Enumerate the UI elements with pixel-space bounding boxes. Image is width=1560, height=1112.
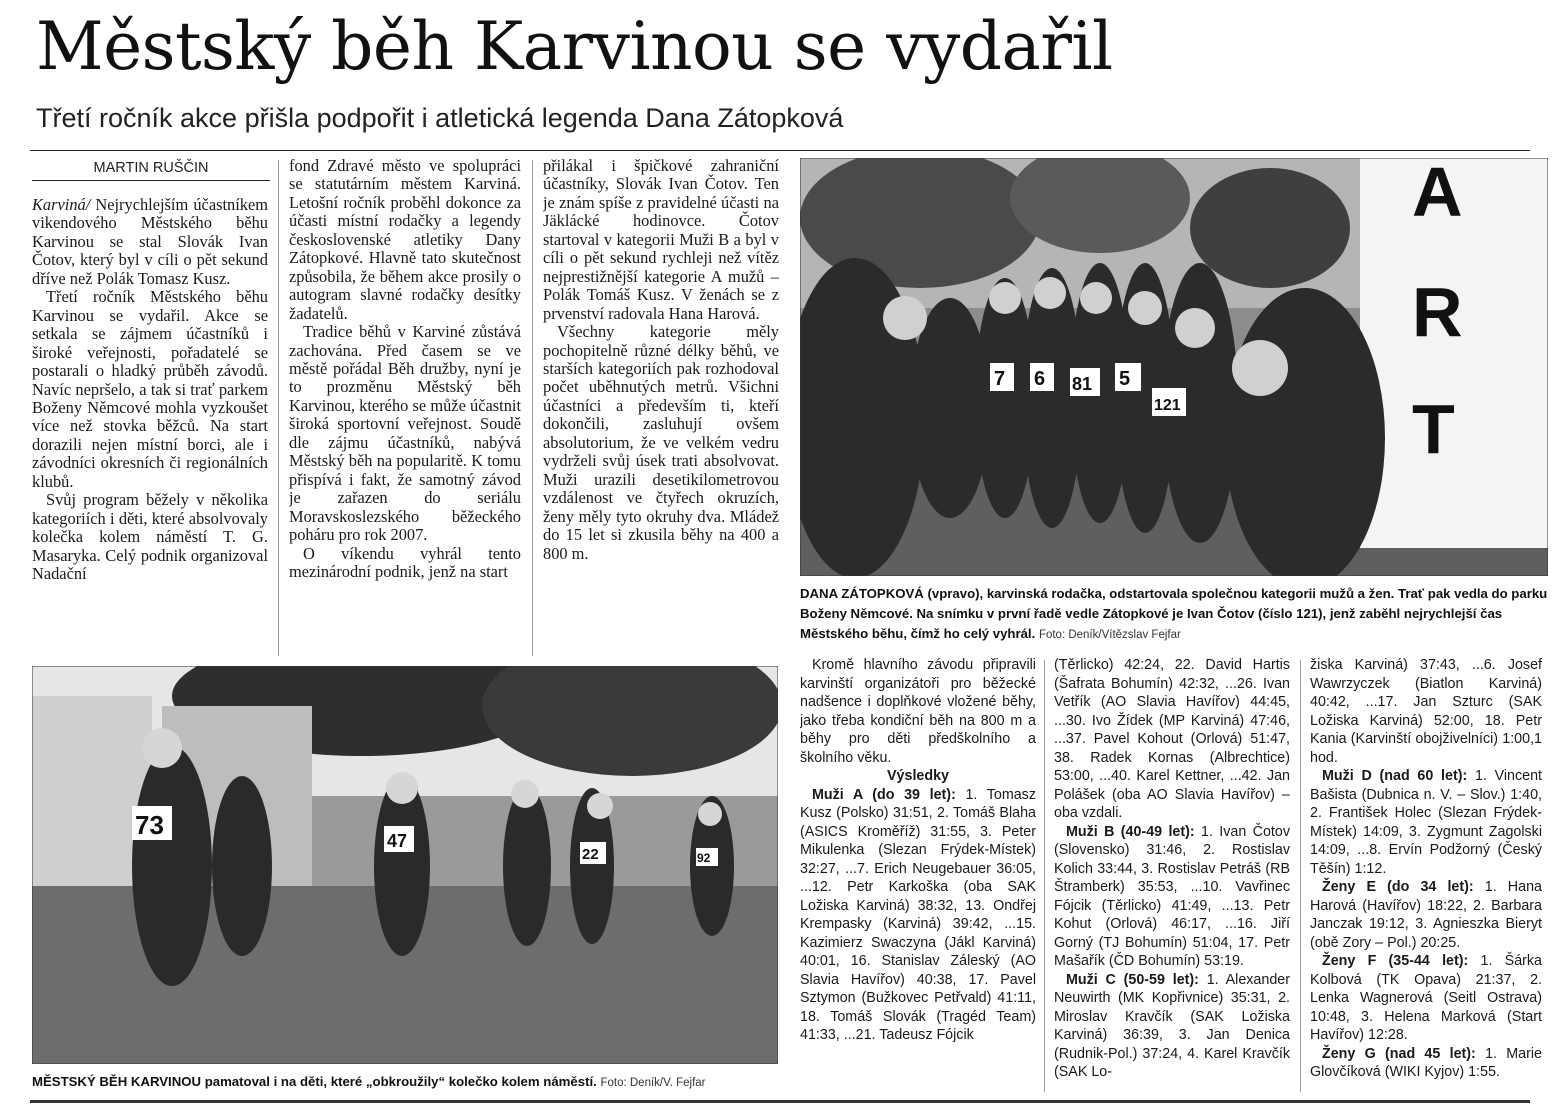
article-paragraph: Třetí ročník Městského běhu Karvinou se vydařil. Akce se setkala se zájmem účastníků i široké veřejnosti, pořadatelé se postarali o hladký průběh závodů. Navíc nepršelo, a tak si trať parkem Boženy Němcové mohla vyzkoušet více než stovka běžců. Na start dorazili nejen místní borci, ale i závodníci okresních či regionálních klubů.: [32, 287, 268, 491]
article-paragraph: fond Zdravé město ve spolupráci se statutárním městem Karviná. Letošní ročník proběhl dokonce za účasti místní rodačky a legendy československé atletiky Dany Zátopkové. Hlavně tato skutečnost způsobila, že během akce prosily o autogram slavné rodačky desítky žadatelů.: [289, 157, 521, 323]
footer-rule: [30, 1100, 1530, 1103]
photo-kids-race-image: [32, 666, 778, 1064]
photo-kids-race-caption: MĚSTSKÝ BĚH KARVINOU pamatoval i na děti, které „obkroužily“ kolečko kolem náměstí. Foto: Deník/V. Fejfar: [32, 1074, 706, 1089]
photo-race-start-caption: DANA ZÁTOPKOVÁ (vpravo), karvinská rodačka, odstartovala společnou kategorii mužů a žen. Trať pak vedla do parku Boženy Němcové. Na snímku v první řadě vedle Zátopkové je Ivan Čotov (číslo 121), jenž zaběhl nejrychlejší čas Městského běhu, čímž ho celý vyhrál. Foto: Deník/Vítězslav Fejfar: [800, 586, 1548, 641]
results-intro: Kromě hlavního závodu připravili karvinští organizátoři pro běžecké nadšence i doplňkové vložené běhy, jako třeba kondiční běh na 800 m a běhy pro děti předškolního a školního věku.: [800, 657, 1036, 766]
photo-race-start: [800, 158, 1548, 576]
photo-race-start-image: [800, 158, 1548, 576]
banner-letter: R: [1412, 273, 1463, 351]
subheadline: Třetí ročník akce přišla podpořit i atletická legenda Dana Zátopková: [36, 103, 844, 133]
column-divider: [1044, 660, 1045, 1092]
photo-credit: Foto: Deník/V. Fejfar: [600, 1077, 706, 1089]
banner-letter: A: [1412, 158, 1463, 231]
results-category: Muži C (50-59 let): 1. Alexander Neuwirth (MK Kopřivnice) 35:31, 2. Miroslav Kravčík (SAK Ložiska Karviná) 36:39, 3. Jan Denica (Rudnik-Pol.) 37:24, 4. Karel Kravčík (SAK Lo-: [1054, 971, 1290, 1080]
article-paragraph: přilákal i špičkové zahraniční účastníky, Slovák Ivan Čotov. Ten je znám spíše z pravidelné účasti na Jäklácké hodinovce. Čotov startoval v kategorii Muži B a byl v cíli o pět sekund rychleji než vítěz nejprestižnější kategorie A mužů – Polák Tomáš Kusz. V ženách se z prvenství radovala Hana Harová.: [543, 157, 779, 323]
results-category: Ženy G (nad 45 let): 1. Marie Glovčíková (WIKI Kyjov) 1:55.: [1310, 1045, 1542, 1080]
results-category: Muži D (nad 60 let): 1. Vincent Bašista (Dubnica n. V. – Slov.) 1:40, 2. František Holec (Slezan Frýdek-Místek) 14:09, 3. Zygmunt Zagolski 14:09, ...8. Ervín Podžorný (Český Těšín) 1:12.: [1310, 768, 1542, 877]
results-continuation: žiska Karviná) 37:43, ...6. Josef Wawrzyczek (Biatlon Karviná) 40:42, ...17. Jan Szturc (SAK Ložiska Karviná) 52:00, 18. Petr Kania (Karvinští obojživelníci) 1:00,1 hod.: [1310, 657, 1542, 766]
photo-credit: Foto: Deník/Vítězslav Fejfar: [1038, 629, 1181, 641]
article-paragraph: Karviná/ Nejrychlejším účastníkem vikendového Městského běhu Karvinou se stal Slovák Ivan Čotov, který byl v cíli o pět sekund dříve než Polák Tomasz Kusz.: [32, 196, 268, 288]
header-rule: [30, 150, 1530, 151]
results-column-2: [1054, 656, 1290, 1096]
race-bib-number: 73: [135, 810, 164, 840]
byline-rule: [32, 180, 270, 181]
results-column-3: [1310, 656, 1542, 1096]
results-column-1: [800, 656, 1036, 1096]
race-bib-number: 47: [387, 831, 408, 851]
article-paragraph: O víkendu vyhrál tento mezinárodní podnik, jenž na start: [289, 543, 521, 581]
banner-letter: T: [1412, 390, 1455, 468]
race-bib-number: 92: [697, 851, 711, 865]
article-paragraph: Všechny kategorie měly pochopitelně různé délky běhů, ve starších kategoriích pak rozhodoval počet uběhnutých metrů. Všichni účastníci a především ti, kteří dokončili, zasluhují ovšem absolutorium, že ve velkém vedru vydrželi svůj úsek trati absolvovat. Muži urazili desetikilometrovou vzdálenost ve čtyřech okruzích, ženy měly tyto okruhy dva. Mládež do 15 let si zkusila běhy na 400 a 800 m.: [543, 322, 779, 563]
headline: Městský běh Karvinou se vydařil: [36, 8, 1113, 85]
race-bib-number: 22: [582, 846, 599, 863]
article-column-2: [289, 157, 521, 657]
article-column-1: [32, 196, 268, 658]
column-divider: [278, 160, 279, 656]
results-category: Ženy F (35-44 let): 1. Šárka Kolbová (TK Opava) 21:37, 2. Lenka Wagnerová (Seitl Ostrava) 10:48, 3. Helena Marková (Start Havířov) 12:28.: [1310, 953, 1542, 1043]
results-heading: Výsledky: [887, 768, 949, 784]
results-category: Muži B (40-49 let): 1. Ivan Čotov (Slovensko) 31:46, 2. Rostislav Kolich 33:44, 3. Rostislav Petráš (RB Štramberk) 35:53, ...10. Vavřinec Fójcik (Těrlicko) 41:49, ...13. Petr Kohut (Orlová) 46:17, ...16. Jiří Gorný (TJ Bohumín) 51:04, 17. Petr Mašařík (ČD Bohumín) 53:19.: [1054, 823, 1290, 969]
author-byline: MARTIN RUŠČIN: [93, 160, 209, 176]
article-column-3: [543, 157, 779, 657]
race-bib-number: 7: [994, 368, 1006, 390]
results-category: Muži A (do 39 let): 1. Tomasz Kusz (Polsko) 31:51, 2. Tomáš Blaha (ASICS Kroměříž) 31:55, 3. Peter Mikulenka (Slezan Frýdek-Místek) 32:27, ...7. Erich Neugebauer 36:05, ...12. Petr Karkoška (oba SAK Ložiska Karviná) 38:32, 13. Ondřej Krempasky (Karviná) 39:42, ...15. Kazimierz Swaczyna (Jákl Karviná) 40:01, 16. Stanislav Záleský (AO Slavia Havířov) 40:38, 17. Pavel Sztymon (Bužkovec Petřvald) 41:11, 18. Tomáš Slovák (Tragéd Team) 41:33, ...21. Tadeusz Fójcik: [800, 786, 1036, 1043]
column-divider: [532, 160, 533, 656]
race-bib-number: 81: [1072, 374, 1093, 394]
race-bib-number: 6: [1034, 368, 1046, 390]
article-paragraph: Tradice běhů v Karviné zůstává zachována. Před časem se ve městě pořádal Běh družby, nyní je to prozměnu Městský běh Karvinou, kterého se může účastnit široká sportovní veřejnost. Soudě dle zájmu účastníků, nabývá Městský běh na popularitě. K tomu přispívá i fakt, že samotný závod je zařazen do seriálu Moravskoslezského běžeckého poháru pro rok 2007.: [289, 322, 521, 545]
article-paragraph: Svůj program běžely v několika kategoriích i děti, které absolvovaly kolečka kolem náměstí T. G. Masaryka. Celý podnik organizoval Nadační: [32, 490, 268, 584]
race-bib-number: 121: [1154, 397, 1181, 414]
photo-kids-race: [32, 666, 778, 1064]
race-bib-number: 5: [1119, 368, 1131, 390]
results-category: Ženy E (do 34 let): 1. Hana Harová (Havířov) 18:22, 2. Barbara Janczak 19:12, 3. Agnieszka Bieryt (obě Zory – Pol.) 20:25.: [1310, 879, 1542, 951]
results-continuation: (Těrlicko) 42:24, 22. David Hartis (Šafrata Bohumín) 42:32, ...26. Ivan Vetřík (AO Slavia Havířov) 44:45, ...30. Ivo Žídek (MP Karviná) 47:46, ...37. Pavel Kohout (Orlová) 51:47, 38. Radek Kornas (Albrechtice) 53:00, ...40. Karel Kettner, ...42. Jan Polášek (oba AO Slavia Havířov) – oba vzdali.: [1054, 657, 1290, 821]
dateline-place: Karviná/: [32, 196, 91, 214]
column-divider: [1300, 660, 1301, 1092]
